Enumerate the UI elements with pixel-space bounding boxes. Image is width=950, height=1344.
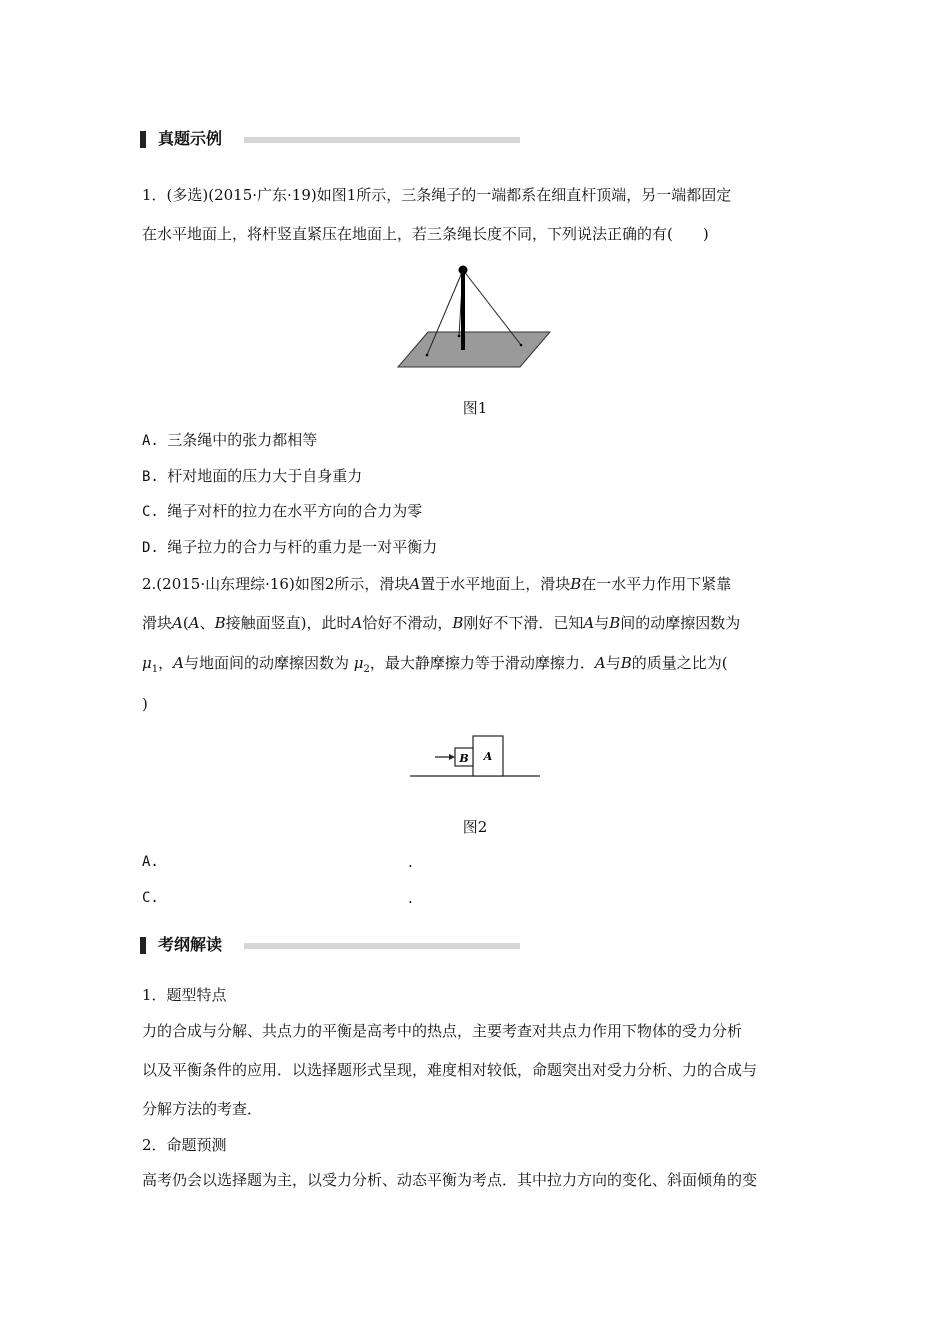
label-b: B: [459, 752, 469, 765]
syllabus-p1-line2: 以及平衡条件的应用．以选择题形式呈现，难度相对较低，命题突出对受力分析、力的合成与: [142, 1061, 758, 1079]
section-title: 真题示例: [158, 129, 223, 148]
force-arrow-head: [449, 754, 455, 760]
anchor-3: [520, 344, 523, 347]
q2-line1: 2.(2015·山东理综·16)如图2所示，滑块A置于水平地面上，滑块B在一水平力作用下紧靠: [142, 575, 732, 593]
q1-option-d: D. 绳子拉力的合力与杆的重力是一对平衡力: [142, 538, 438, 556]
q2-line4: ): [142, 695, 148, 713]
ground-plane: [398, 332, 550, 367]
q1-option-c: C. 绳子对杆的拉力在水平方向的合力为零: [142, 502, 423, 520]
q1-line1: 1．(多选)(2015·广东·19)如图1所示，三条绳子的一端都系在细直杆顶端，另一端都固定: [142, 186, 732, 204]
anchor-2: [458, 335, 461, 338]
syllabus-heading-1: 1．题型特点: [142, 986, 227, 1004]
figure-1-caption: 图1: [462, 399, 488, 417]
section-header-syllabus: [140, 934, 520, 956]
pole-top-knob: [459, 266, 468, 275]
q2-line2: 滑块A(A、B接触面竖直)，此时A恰好不滑动，B刚好不下滑．已知A与B间的动摩擦因数为: [142, 614, 741, 632]
section-header-examples: [140, 128, 520, 150]
q2-line3: $\mu_1$，A与地面间的动摩擦因数为 $\mu_2$，最大静摩擦力等于滑动摩擦力．A与B的质量之比为(: [142, 654, 728, 675]
figure-2-blocks: [405, 728, 545, 782]
anchor-1: [426, 354, 429, 357]
label-a: A: [483, 750, 493, 763]
syllabus-p2-line1: 高考仍会以选择题为主，以受力分析、动态平衡为考点．其中拉力方向的变化、斜面倾角的变: [142, 1171, 758, 1189]
figure-1-pole-ropes: [390, 262, 560, 372]
section-marker: [140, 937, 146, 954]
section-title: 考纲解读: [158, 935, 223, 954]
q2-option-c-dot: .: [408, 889, 413, 907]
q2-option-a: A.: [142, 854, 159, 870]
figure-2-caption: 图2: [462, 818, 488, 836]
q1-option-a: A. 三条绳中的张力都相等: [142, 431, 318, 449]
q2-option-c: C.: [142, 890, 159, 906]
syllabus-p1-line1: 力的合成与分解、共点力的平衡是高考中的热点，主要考查对共点力作用下物体的受力分析: [142, 1022, 743, 1040]
section-rule: [244, 943, 520, 949]
section-marker: [140, 131, 146, 148]
syllabus-heading-2: 2．命题预测: [142, 1136, 227, 1154]
section-rule: [244, 137, 520, 143]
q1-option-b: B. 杆对地面的压力大于自身重力: [142, 467, 363, 485]
syllabus-p1-line3: 分解方法的考查．: [142, 1100, 263, 1118]
q1-line2: 在水平地面上，将杆竖直紧压在地面上，若三条绳长度不同，下列说法正确的有( ): [142, 225, 709, 243]
q2-option-a-dot: .: [408, 853, 413, 871]
